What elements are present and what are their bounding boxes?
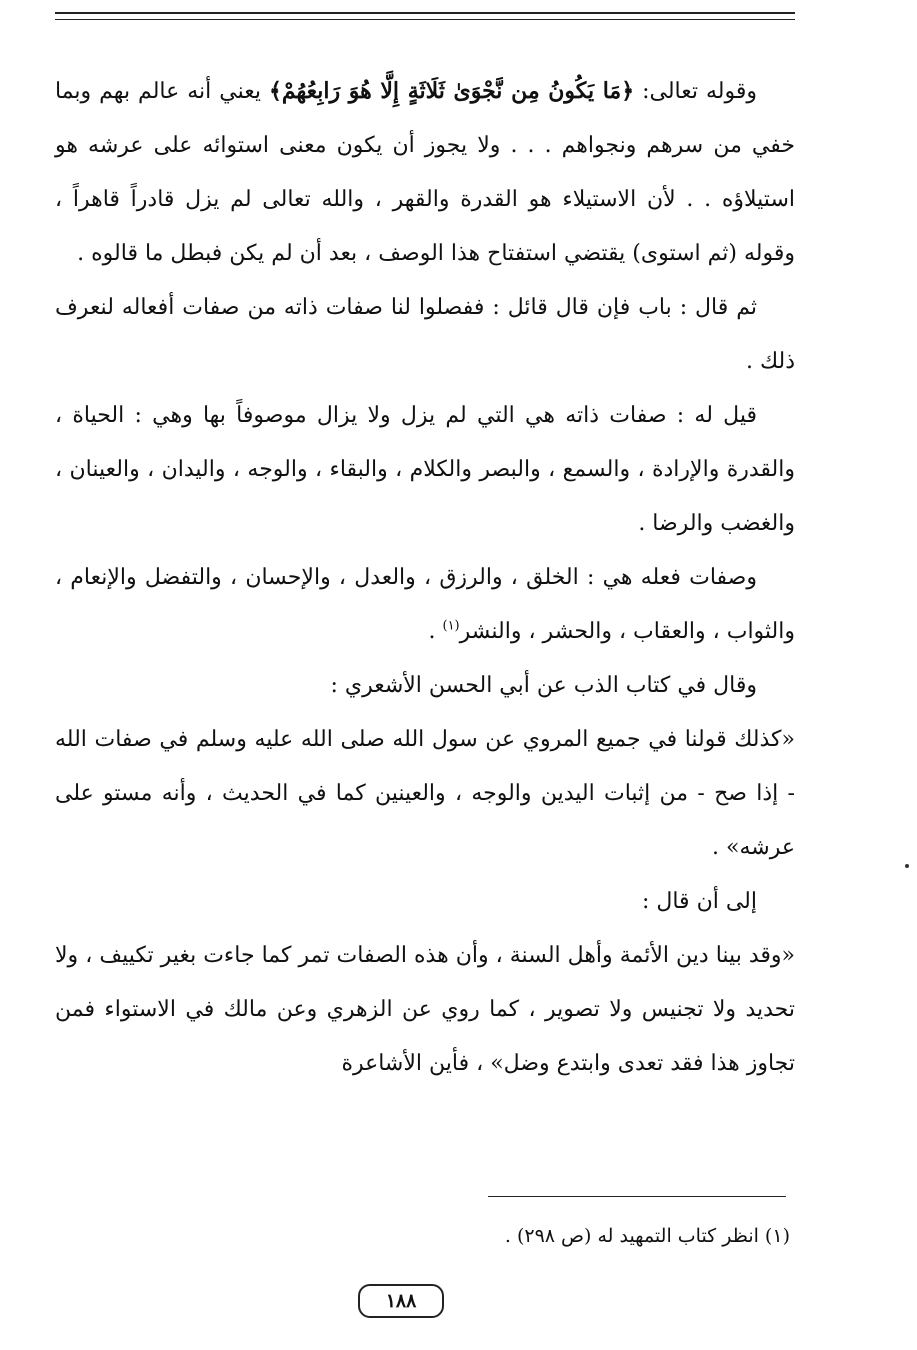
quran-verse: ﴿مَا يَكُونُ مِن نَّجْوَىٰ ثَلَاثَةٍ إِلَّا هُوَ رَابِعُهُمْ﴾: [268, 78, 635, 104]
paragraph-1-after: يعني أنه عالم بهم وبما خفي من سرهم ونجواهم . . . ولا يجوز أن يكون معنى استوائه على عرشه هو استيلاؤه . . لأن الاستيلاء هو القدرة والقهر ، والله تعالى لم يزل قادراً قاهراً ، وقوله (ثم استوى) يقتضي استفتاح هذا الوصف ، بعد أن لم يكن فبطل ما قالوه .: [55, 79, 795, 266]
header-rule-thick: [55, 12, 795, 14]
paragraph-8-quote: «وقد بينا دين الأئمة وأهل السنة ، وأن هذه الصفات تمر كما جاءت بغير تكييف ، ولا تحديد ولا تجنيس ولا تصوير ، كما روي عن الزهري وعن مالك في الاستواء فمن تجاوز هذا فقد تعدى وابتدع وضل» ، فأين الأشاعرة: [55, 943, 795, 1076]
paragraph-5: وقال في كتاب الذب عن أبي الحسن الأشعري :: [330, 673, 757, 698]
paragraph-6-quote: «كذلك قولنا في جميع المروي عن سول الله صلى الله عليه وسلم في صفات الله - إذا صح - من إثبات اليدين والوجه ، والعينين كما في الحديث ، وأنه مستو على عرشه» .: [55, 727, 795, 860]
paragraph-4-before: وصفات فعله هي : الخلق ، والرزق ، والعدل ، والإحسان ، والتفضل والإنعام ، والثواب ، والعقاب ، والحشر ، والنشر: [55, 565, 795, 644]
paragraph-4-after: .: [428, 619, 443, 644]
paragraph-7: إلى أن قال :: [641, 889, 757, 914]
footnote-separator: [488, 1196, 786, 1197]
paragraph-1: [55, 64, 795, 281]
footnote-reference[interactable]: (١): [442, 618, 460, 634]
paragraph-4: [55, 551, 795, 659]
page-number-label: ١٨٨: [385, 1290, 417, 1312]
footnote: (١) انظر كتاب التمهيد له (ص ٢٩٨) .: [504, 1225, 790, 1247]
paragraph-1-before: وقوله تعالى:: [634, 79, 757, 104]
header-rule-thin: [55, 19, 795, 20]
paragraph-3: قيل له : صفات ذاته هي التي لم يزل ولا يزال موصوفاً بها وهي : الحياة ، والقدرة والإرادة ، والسمع ، والبصر والكلام ، والبقاء ، والوجه ، واليدان ، والعينان ، والغضب والرضا .: [55, 403, 795, 536]
margin-mark: [905, 864, 909, 868]
main-text: [55, 64, 795, 1091]
paragraph-2: ثم قال : باب فإن قال قائل : ففصلوا لنا صفات ذاته من صفات أفعاله لنعرف ذلك .: [55, 295, 795, 374]
page-number: [358, 1284, 444, 1318]
